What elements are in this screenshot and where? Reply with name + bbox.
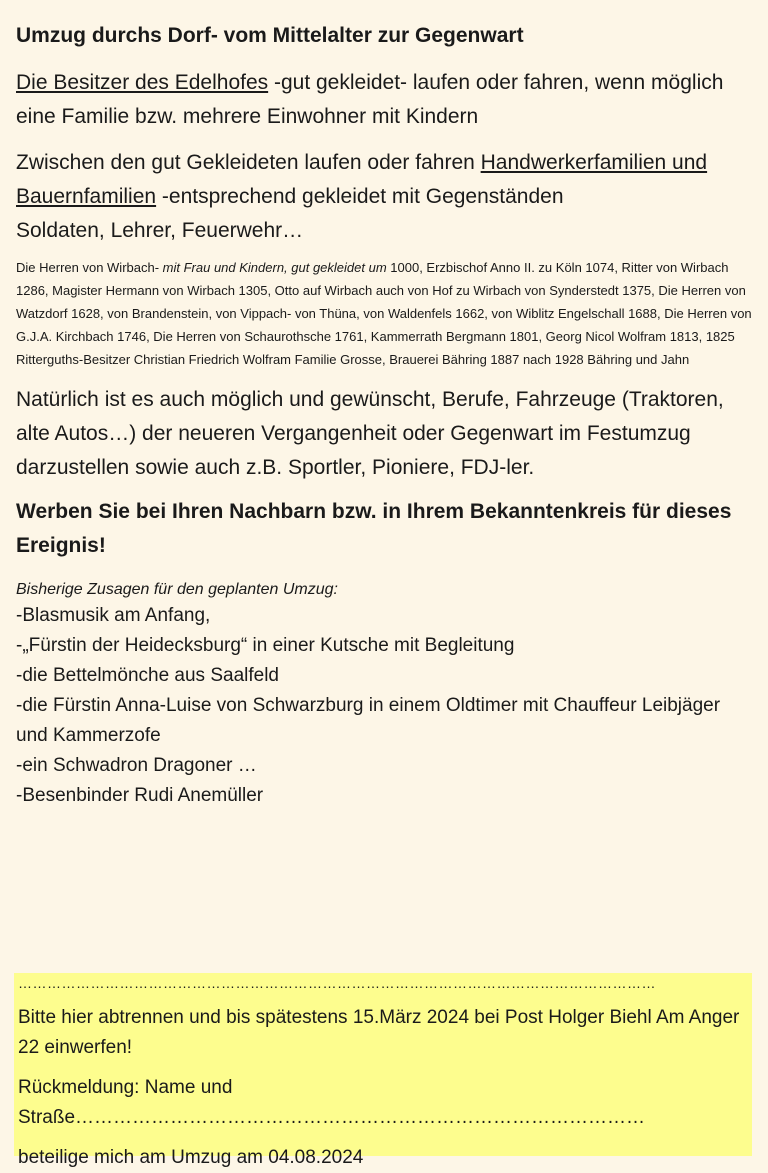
list-item: -Besenbinder Rudi Anemüller (16, 785, 264, 806)
list-item: -die Fürstin Anna-Luise von Schwarzburg in einem Oldtimer mit Chauffeur Leibjäger und Kammerzofe (16, 695, 721, 746)
commitments-list (16, 601, 756, 811)
cut-line: …………………………………………………………………………………………………………………… (18, 975, 656, 991)
history-lead: Die Herren von Wirbach- (16, 260, 163, 275)
edelhof-text: -gut gekleidet- laufen oder fahren, wenn möglich eine Familie bzw. mehrere Einwohner mit Kindern (16, 71, 724, 128)
paragraph-soldiers: Soldaten, Lehrer, Feuerwehr… (16, 219, 304, 242)
paragraph-families (16, 146, 756, 214)
families-label: Handwerkerfamilien und Bauernfamilien (16, 151, 708, 208)
history-list (16, 256, 756, 371)
slip-feedback-field: Rückmeldung: Name und Straße……………………………………………………………………………… (18, 1077, 646, 1128)
list-item: -die Bettelmönche aus Saalfeld (16, 665, 279, 686)
appeal-heading: Werben Sie bei Ihren Nachbarn bzw. in Ihrem Bekanntenkreis für dieses Ereignis! (16, 500, 732, 557)
slip-text (18, 1003, 748, 1173)
slip-participate: beteilige mich am Umzug am 04.08.2024 (18, 1147, 364, 1168)
flyer-content (16, 22, 756, 811)
page-title: Umzug durchs Dorf- vom Mittelalter zur Gegenwart (16, 24, 524, 47)
edelhof-owners-label: Die Besitzer des Edelhofes (16, 71, 269, 94)
list-item: -ein Schwadron Dragoner … (16, 755, 257, 776)
commitments-intro: Bisherige Zusagen für den geplanten Umzug: (16, 581, 338, 598)
list-item: -„Fürstin der Heidecksburg“ in einer Kutsche mit Begleitung (16, 635, 515, 656)
history-text: 1000, Erzbischof Anno II. zu Köln 1074, Ritter von Wirbach 1286, Magister Hermann von Wirbach 1305, Otto auf Wirbach auch von Hof zu Wirbach von Synderstedt 1375, Die Herren von Watzdorf 1628, von Brandenstein, von Vippach- von Thüna, von Waldenfels 1662, von Wiblitz Engelschall 1688, Die Herren von G.J.A. Kirchbach 1746, Die Herren von Schaurothsche 1761, Kammerrath Bergmann 1801, Georg Nicol Wolfram 1813, 1825 Ritterguths-Besitzer Christian Friedrich Wolfram Familie Grosse, Brauerei Bähring 1887 nach 1928 Bähring und Jahn (16, 260, 752, 367)
paragraph-modern: Natürlich ist es auch möglich und gewünscht, Berufe, Fahrzeuge (Traktoren, alte Autos…) der neueren Vergangenheit oder Gegenwart im Festumzug darzustellen sowie auch z.B. Sportler, Pioniere, FDJ-ler. (16, 388, 724, 479)
slip-instruction: Bitte hier abtrennen und bis spätestens 15.März 2024 bei Post Holger Biehl Am Anger 22 einwerfen! (18, 1007, 740, 1058)
history-italic: mit Frau und Kindern, gut gekleidet um (162, 260, 387, 275)
reply-slip (14, 973, 752, 1168)
list-item: -Blasmusik am Anfang, (16, 605, 211, 626)
families-text: -entsprechend gekleidet mit Gegenständen (156, 185, 564, 208)
families-lead: Zwischen den gut Gekleideten laufen oder fahren (16, 151, 481, 174)
paragraph-edelhof (16, 66, 756, 134)
